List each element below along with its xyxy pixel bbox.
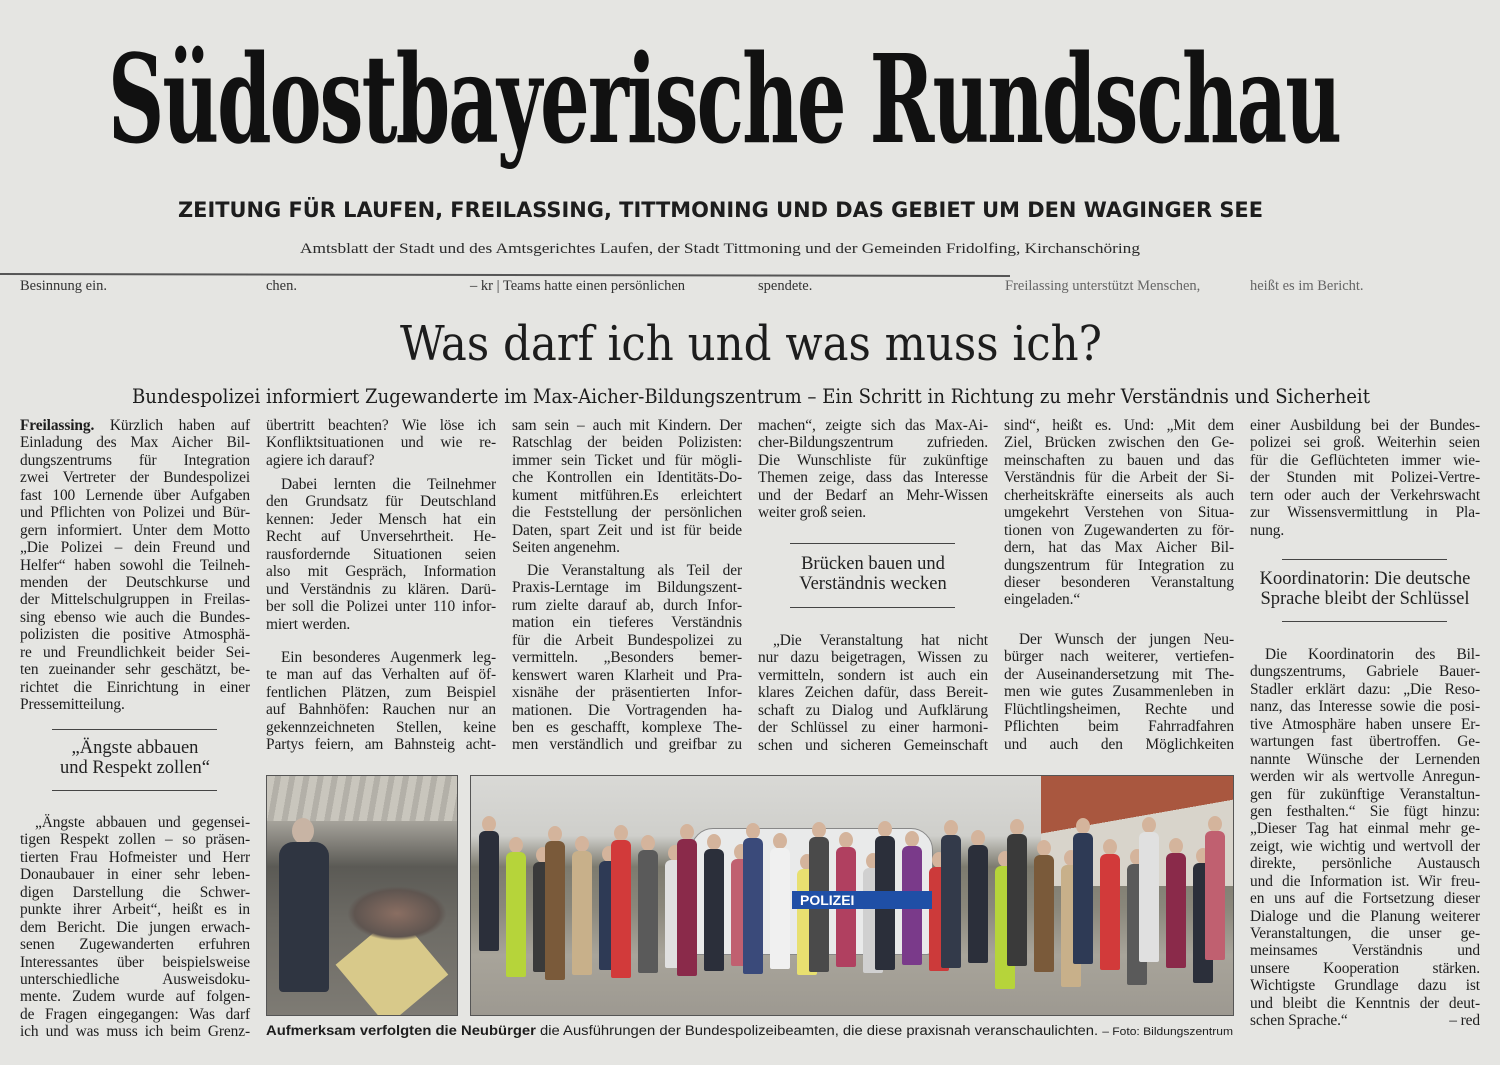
text-line: te man auf das Verhalten auf öf- <box>266 666 496 684</box>
text-line: nannte Wünsche der Lernenden <box>1250 750 1480 768</box>
text-line: übertritt beachten? Wie löse ich <box>266 417 496 434</box>
text-line: der Schlüssel zu einer harmoni- <box>758 719 988 737</box>
person-body <box>743 838 763 974</box>
text-line: weiter groß seien. <box>758 504 867 522</box>
text-line: gen festhalten.“ Sie fügt hinzu: <box>1250 802 1480 820</box>
text-line: bürger nach weiterer, vertiefen- <box>1004 648 1234 666</box>
text-line: sam sein – auch mit Kindern. Der <box>512 417 742 434</box>
text-line: unterschiedliche Ausweisdoku- <box>20 970 250 988</box>
person-head <box>482 816 496 832</box>
text-line: kument mitführen.Es erleichtert <box>512 486 742 504</box>
group-photo <box>470 775 1234 1016</box>
person-body <box>1034 855 1054 972</box>
text-line: „Dieser Tag hat einmal mehr ge- <box>1250 820 1480 838</box>
van-label: POLIZEI <box>800 892 855 908</box>
text-line: dem Bericht. Die jungen erwach- <box>20 918 250 936</box>
text-line: und Pflichten von Polizei und Bür- <box>20 504 250 522</box>
photo-caption <box>266 1023 1233 1038</box>
paragraph <box>512 562 742 754</box>
text-line: auf Bahnhöfen: Rauchen nur an <box>266 701 496 719</box>
text-line: und der Bedarf an Mehr-Wissen <box>758 486 988 504</box>
text-line: tern oder auch der Verkehrswacht <box>1250 486 1480 504</box>
text-line: senen Zugewanderten erfuhren <box>20 936 250 954</box>
text-line: klares Zeichen dafür, dass Bereit- <box>758 684 988 702</box>
text-line: cher-Bildungszentrum zufrieden. <box>758 434 988 452</box>
text-line: agiere ich darauf? <box>266 451 375 469</box>
author-sign: – red <box>1449 1012 1480 1030</box>
person-head <box>746 823 760 839</box>
person-body <box>941 835 961 968</box>
person-head <box>1169 838 1183 854</box>
previous-fragment: Besinnung ein. <box>20 278 107 294</box>
text-line: cherheitskräfte einerseits als auch <box>1004 486 1234 504</box>
text-line: der Auseinandersetzung mit The- <box>1004 665 1234 683</box>
person-body <box>1166 853 1186 968</box>
text-line: schen und sicheren Gemeinschaft <box>758 736 988 754</box>
paragraph <box>266 649 496 754</box>
person-head <box>1076 818 1090 834</box>
previous-fragment: Freilassing unterstützt Menschen, <box>1005 278 1201 294</box>
text-line: Die Wunschliste für zukünftige <box>758 451 988 469</box>
caption-wrap <box>266 1022 1233 1040</box>
text-line: dungszentrum für Integration zu <box>1004 556 1234 574</box>
text-line: de Fragen eingegangen: Was darf <box>20 1005 250 1023</box>
text-line: Recht auf Unversehrtheit. He- <box>266 528 496 546</box>
paragraph <box>266 417 496 469</box>
text-line: digen Darstellung die Schwer- <box>20 883 250 901</box>
person-head <box>707 834 721 850</box>
text-line: ben es geschafft, komplexe The- <box>512 718 742 736</box>
divider <box>52 729 217 730</box>
person-head <box>641 835 655 851</box>
text-line: mation ein tieferes Verständnis <box>512 614 742 632</box>
person-head <box>878 821 892 837</box>
text-line: mente. Zudem wurde auf folgen- <box>20 988 250 1006</box>
text-line: Wichtigste Grundlage dazu ist <box>1250 977 1480 995</box>
text-line: ber soll die Polizei unter 110 infor- <box>266 598 496 616</box>
text-line: vermitteln, sondern ist auch ein <box>758 666 988 684</box>
text-line: für die Geflüchteten immer wie- <box>1250 451 1480 469</box>
text-line: rum zielte darauf ab, durch Infor- <box>512 596 742 614</box>
text-line: Donaubauer in einer sehr leben- <box>20 866 250 884</box>
text-line: Die Koordinatorin des Bil- <box>1265 646 1480 663</box>
text-line: und auch den Möglichkeiten <box>1004 735 1234 753</box>
text-line: und die Information ist. Wir freu- <box>1250 872 1480 890</box>
text-line: nur dazu beigetragen, Wissen zu <box>758 649 988 667</box>
text-line: „Ängste abbauen und gegensei- <box>35 814 250 831</box>
previous-fragment: – kr | Teams hatte einen persönlichen <box>470 278 686 294</box>
text-line: gen für zukünftige Veranstaltun- <box>1250 785 1480 803</box>
person-body <box>1073 833 1093 964</box>
paragraph <box>512 417 742 557</box>
text-line: gekennzeichneten Stellen, keine <box>266 718 496 736</box>
person-head <box>680 824 694 840</box>
audience <box>347 886 447 941</box>
official-gazette-wrap <box>300 240 1140 258</box>
text-line: dungszentrums, Gabriele Bauer- <box>1250 663 1480 681</box>
paragraph <box>1004 631 1234 753</box>
person-body <box>704 849 724 971</box>
text-line: tierten Frau Hofmeister und Herr <box>20 848 250 866</box>
text-line: Themen zeige, dass das Interesse <box>758 469 988 487</box>
paragraph <box>758 632 988 754</box>
article-subheadline: Bundespolizei informiert Zugewanderte im Max-Aicher-Bildungszentrum – Ein Schritt in Richtung zu mehr Verständnis und Sicherheit <box>132 384 1370 408</box>
article-headline: Was darf ich und was muss ich? <box>400 316 1102 372</box>
text-line: zwei Vertreter der Bundespolizei <box>20 469 250 487</box>
text-line: gern informiert. Unter dem Motto <box>20 521 250 539</box>
text-line: rausfordernde Situationen seien <box>266 545 496 563</box>
text-line: meinschaften zu bauen und das <box>1004 451 1234 469</box>
text-line: zeigt, wie wichtig und wertvoll der <box>1250 837 1480 855</box>
text-line: ich und was muss ich beim Grenz- <box>20 1023 250 1041</box>
person-body <box>506 852 526 977</box>
text-line: Ein besonderes Augenmerk leg- <box>281 649 496 666</box>
text-line: ten zueinander sehr geschätzt, be- <box>20 661 250 679</box>
subheading-line: Sprache bleibt der Schlüssel <box>1260 588 1470 609</box>
person-head <box>905 831 919 847</box>
previous-fragment: chen. <box>266 278 297 294</box>
person-head <box>575 836 589 852</box>
text-line: Die Veranstaltung als Teil der <box>527 562 742 579</box>
person-body <box>770 848 790 969</box>
text-line: werden wir als wertvolle Anregun- <box>1250 768 1480 786</box>
text-line: punkte ihrer Arbeit“, heißt es in <box>20 901 250 919</box>
text-line: dieser besonderen Veranstaltung <box>1004 573 1234 591</box>
text-line: Pressemitteilung. <box>20 696 125 713</box>
paragraph <box>266 476 496 633</box>
subheadline-wrap <box>132 384 1500 408</box>
newspaper-title: Südostbayerische Rundschau <box>108 27 1340 171</box>
text-line: en uns auf die Fortsetzung dieser <box>1250 890 1480 908</box>
paragraph <box>758 417 988 522</box>
text-line: unsere Kooperation stärken. <box>1250 959 1480 977</box>
text-line: der Mittelschulgruppen in Freilas- <box>20 591 250 609</box>
paragraph <box>1004 417 1234 609</box>
text-line: Ziel, Brücken zwischen den Ge- <box>1004 434 1234 452</box>
headline-wrap <box>400 318 1175 371</box>
text-line: also mit Gespräch, Information <box>266 563 496 581</box>
police-officer-speaker <box>279 842 329 992</box>
person-head <box>944 820 958 836</box>
person-head <box>548 826 562 842</box>
person-body <box>479 831 499 951</box>
text-line: Freilassing. Kürzlich haben auf <box>20 417 250 434</box>
text-line: richtet die Einrichtung in einer <box>20 678 250 696</box>
text-line: umgekehrt Verstehen von Situa- <box>1004 504 1234 522</box>
person-body <box>611 840 631 978</box>
text-line: schaft zu Dialog und Aufklärung <box>758 701 988 719</box>
text-line: schen Sprache.“ – red <box>1250 1012 1480 1030</box>
person-head <box>812 822 826 838</box>
text-line: Dialoge und die Planung weiterer <box>1250 907 1480 925</box>
text-line: re und Freundlichkeit beider Sei- <box>20 643 250 661</box>
previous-fragment: spendete. <box>758 278 813 294</box>
paragraph <box>1250 417 1480 539</box>
text-line: der Stunden mit Polizei-Vertre- <box>1250 469 1480 487</box>
text-line: nung. <box>1250 521 1285 539</box>
text-line: mationen. Die Vortragenden ha- <box>512 701 742 719</box>
subheading <box>20 739 250 778</box>
newspaper-tagline: ZEITUNG FÜR LAUFEN, FREILASSING, TITTMONING UND DAS GEBIET UM DEN WAGINGER SEE <box>178 198 1263 222</box>
person-body <box>968 845 988 963</box>
text-line: „Die Polizei – dein Freund und <box>20 539 250 557</box>
person-body <box>572 851 592 975</box>
text-line: immer sein Ticket und für mögli- <box>512 451 742 469</box>
ceiling <box>267 776 457 821</box>
subheading <box>758 555 988 594</box>
subheading <box>1250 570 1480 609</box>
previous-fragment: heißt es im Bericht. <box>1250 278 1364 294</box>
person-body <box>1139 832 1159 962</box>
text-line: Praxis-Lerntage im Bildungszent- <box>512 579 742 597</box>
text-line: die Feststellung der persönlichen <box>512 504 742 522</box>
text-line: einer Ausbildung bei der Bundes- <box>1250 417 1480 434</box>
person-body <box>545 841 565 980</box>
dateline: Freilassing. <box>20 417 110 434</box>
divider <box>1282 621 1447 622</box>
caption-lead: Aufmerksam verfolgten die Neubürger <box>266 1023 536 1038</box>
text-line: Partys feiern, am Bahnsteig acht- <box>266 736 496 754</box>
text-line: men verständlich und greifbar zu <box>512 736 742 754</box>
person-head <box>1037 840 1051 856</box>
tagline-wrap <box>178 198 1267 222</box>
text-line: sind“, heißt es. Und: „Mit dem <box>1004 417 1234 434</box>
person-head <box>614 825 628 841</box>
person-body <box>638 850 658 973</box>
text-line: xisnähe der präsentierten Infor- <box>512 684 742 702</box>
person-body <box>677 839 697 976</box>
text-line: und bleibt die Kenntnis der deut- <box>1250 994 1480 1012</box>
person-body <box>1205 831 1225 960</box>
text-line: Flüchtlingsheimen, Rechte und <box>1004 700 1234 718</box>
text-line: machen“, zeigte sich das Max-Ai- <box>758 417 988 434</box>
text-line: zur Wissensvermittlung in Pla- <box>1250 504 1480 522</box>
text-line: und Verständnis zu klären. Darü- <box>266 580 496 598</box>
text-line: fentlichen Plätzen, zum Beispiel <box>266 683 496 701</box>
text-line: Einladung des Max Aicher Bil- <box>20 434 250 452</box>
person-head <box>773 833 787 849</box>
text-line: meinsames Verständnis und <box>1250 942 1480 960</box>
text-line: fast 100 Lernende über Aufgaben <box>20 486 250 504</box>
text-line: dern, hat das Max Aicher Bil- <box>1004 539 1234 557</box>
text-line: Konfliktsituationen und wie re- <box>266 434 496 452</box>
text-line: Dabei lernten die Teilnehmer <box>281 476 496 493</box>
text-line: miert werden. <box>266 615 351 633</box>
text-line: polizisten die positive Atmosphä- <box>20 626 250 644</box>
official-gazette-line: Amtsblatt der Stadt und des Amtsgerichtes Laufen, der Stadt Tittmoning und der Gemeinden Fridolfing, Kirchanschöring <box>300 241 1140 257</box>
text-line: wartungen fast übertroffen. Ge- <box>1250 733 1480 751</box>
text-line: für die Arbeit Bundespolizei zu <box>512 631 742 649</box>
person-head <box>1103 839 1117 855</box>
divider <box>1282 559 1447 560</box>
person-head <box>1142 817 1156 833</box>
text-line: kennen: Jeder Mensch hat ein <box>266 510 496 528</box>
person-head <box>839 832 853 848</box>
text-line: dungszentrums für Integration <box>20 451 250 469</box>
person-head <box>1208 816 1222 832</box>
text-line: polizei sei groß. Weiterhin seien <box>1250 434 1480 452</box>
text-line: Pflichten beim Fahrradfahren <box>1004 718 1234 736</box>
subheading-line: Verständnis wecken <box>799 573 947 594</box>
text-line: Daten, spart Zeit und ist für beide <box>512 521 742 539</box>
divider <box>52 790 217 791</box>
text-line: Helfer“ haben sowohl die Teilneh- <box>20 556 250 574</box>
text-line: nanz, das Interesse sowie die posi- <box>1250 698 1480 716</box>
photo-credit: – Foto: Bildungszentrum <box>1102 1026 1233 1038</box>
text-line: tive Atmosphäre haben unsere Er- <box>1250 715 1480 733</box>
paragraph <box>20 417 250 713</box>
text-line: Verständnis für die Arbeit der Si- <box>1004 469 1234 487</box>
text-line: direkte, persönliche Austausch <box>1250 855 1480 873</box>
text-line: che Kontrollen ein Identitäts-Do- <box>512 469 742 487</box>
paragraph <box>20 814 250 1041</box>
text-line: tigen Respekt zollen – so präsen- <box>20 831 250 849</box>
text-line: Seiten angenehm. <box>512 539 620 557</box>
text-line: tionen von Zugewanderten zu för- <box>1004 521 1234 539</box>
text-line: Veranstaltungen, die unser ge- <box>1250 925 1480 942</box>
text-line: Stadler erklärt dazu: „Die Reso- <box>1250 680 1480 698</box>
person-head <box>509 837 523 853</box>
masthead-divider <box>0 273 1010 277</box>
text-line: men wie gutes Zusammenleben in <box>1004 683 1234 701</box>
divider <box>790 607 955 608</box>
text-line: Interessantes über beispielsweise <box>20 953 250 971</box>
subheading-line: Koordinatorin: Die deutsche <box>1259 569 1471 589</box>
masthead <box>108 27 1500 171</box>
classroom-photo <box>266 775 458 1016</box>
paragraph <box>1250 646 1480 1030</box>
text-line: vermitteln. „Besonders bemer- <box>512 649 742 667</box>
text-line: menden der Deutschkurse und <box>20 573 250 591</box>
text-line: „Die Veranstaltung hat nicht <box>773 632 988 649</box>
person-head <box>971 830 985 846</box>
text-line: Ratschlag der beiden Polizisten: <box>512 434 742 452</box>
text-line: eingeladen.“ <box>1004 591 1081 609</box>
caption-text: die Ausführungen der Bundespolizeibeamten, die diese praxisnah veranschaulichten. <box>540 1023 1099 1038</box>
person-body <box>1100 854 1120 970</box>
divider <box>790 543 955 544</box>
subheading-line: Brücken bauen und <box>801 554 945 574</box>
subheading-line: und Respekt zollen“ <box>59 757 210 778</box>
subheading-line: „Ängste abbauen <box>71 738 199 758</box>
person-head <box>1010 819 1024 835</box>
text-line: den Grundsatz für Deutschland <box>266 493 496 511</box>
text-line: Der Wunsch der jungen Neu- <box>1019 631 1234 648</box>
text-line: sing ebenso wie auch die Bundes- <box>20 608 250 626</box>
text-line: kenswert waren Klarheit und Pra- <box>512 666 742 684</box>
speaker-head <box>292 818 314 844</box>
person-body <box>1007 834 1027 966</box>
